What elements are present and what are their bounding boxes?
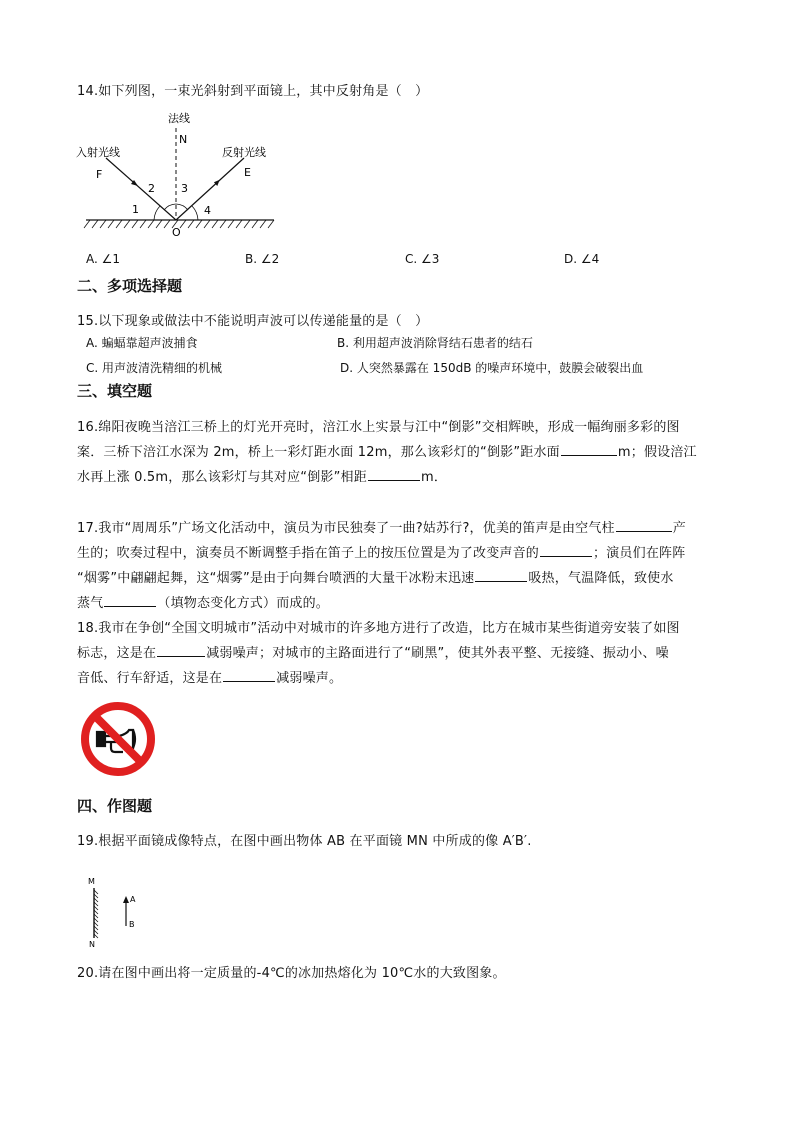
q16-text-2b: m；假设涪江 (617, 445, 697, 460)
q16-line-2 (77, 441, 697, 460)
section-title-drawing: 四、作图题 (77, 797, 153, 815)
q17-blank-2[interactable] (540, 544, 592, 557)
label-a: A (130, 895, 136, 904)
q18-text-2b: 减弱噪声；对城市的主路面进行了“刷黑”，使其外表平整、无接缝、振动小、噪 (206, 646, 669, 661)
q17-text-3b: 吸热，气温降低，致使水 (528, 571, 674, 586)
q15-option-c: C. 用声波清洗精细的机械 (86, 361, 223, 375)
q20-stem: 20.请在图中画出将一定质量的-4℃的冰加热熔化为 10℃水的大致图象。 (77, 966, 506, 981)
label-b: B (129, 920, 135, 929)
q15-option-d: D. 人突然暴露在 150dB 的噪声环境中，鼓膜会破裂出血 (340, 361, 644, 375)
q14-option-b: B. ∠2 (245, 252, 280, 266)
q18-line-2 (77, 642, 669, 661)
q16-text-3a: 水再上涨 0.5m，那么该彩灯与其对应“倒影”相距 (77, 470, 367, 485)
incident-label: 入射光线 (76, 146, 120, 159)
q17-text-1a: 17.我市“周周乐”广场文化活动中，演员为市民独奏了一曲?姑苏行?，优美的笛声是由空气柱 (77, 521, 615, 536)
q16-text-2a: 案．三桥下涪江水深为 2m，桥上一彩灯距水面 12m，那么该彩灯的“倒影”距水面 (77, 445, 560, 460)
q16-line-3 (77, 466, 447, 485)
angle-3: 3 (181, 182, 188, 195)
reflection-diagram (76, 110, 286, 245)
q18-blank-1[interactable] (157, 644, 205, 657)
label-n: N (89, 940, 95, 949)
q15-option-a: A. 蝙蝠靠超声波捕食 (86, 336, 198, 350)
q16-text-3b: m． (420, 470, 448, 485)
q16-blank-2[interactable] (368, 468, 420, 481)
q17-blank-3[interactable] (475, 569, 527, 582)
q17-line-3 (77, 567, 674, 586)
q18-text-3a: 音低、行车舒适，这是在 (77, 671, 223, 686)
q17-blank-1[interactable] (616, 519, 672, 532)
q15-stem: 15.以下现象或做法中不能说明声波可以传递能量的是（ ） (77, 314, 429, 329)
q17-text-4b: （填物态变化方式）而成的。 (157, 596, 330, 611)
q17-text-2b: ；演员们在阵阵 (593, 546, 686, 561)
q19-stem: 19.根据平面镜成像特点，在图中画出物体 AB 在平面镜 MN 中所成的像 A′B′. (77, 834, 532, 849)
reflected-label: 反射光线 (222, 146, 266, 159)
q17-line-1 (77, 517, 686, 536)
label-m: M (88, 877, 95, 886)
q16-line-1: 16.绵阳夜晚当涪江三桥上的灯光开亮时，涪江水上实景与江中“倒影”交相辉映，形成一幅绚丽多彩的图 (77, 420, 680, 435)
q17-text-1b: 产 (672, 521, 686, 536)
normal-label: 法线 (168, 112, 190, 125)
q17-line-4 (77, 592, 329, 611)
q15-option-b: B. 利用超声波消除肾结石患者的结石 (337, 336, 533, 350)
q17-text-2a: 生的；吹奏过程中，演奏员不断调整手指在笛子上的按压位置是为了改变声音的 (77, 546, 540, 561)
angle-4: 4 (204, 204, 211, 217)
q18-text-3b: 减弱噪声。 (276, 671, 343, 686)
plane-mirror-diagram (86, 874, 146, 950)
label-o: O (172, 226, 181, 239)
section-title-fill-in: 三、填空题 (77, 382, 153, 400)
q17-text-3a: “烟雾”中翩翩起舞，这“烟雾”是由于向舞台喷洒的大量干冰粉末迅速 (77, 571, 475, 586)
q14-option-c: C. ∠3 (405, 252, 440, 266)
q16-blank-1[interactable] (561, 443, 617, 456)
q14-option-d: D. ∠4 (564, 252, 600, 266)
angle-2: 2 (148, 182, 155, 195)
q17-blank-4[interactable] (104, 594, 156, 607)
angle-1: 1 (132, 203, 139, 216)
section-title-multiple-choice: 二、多项选择题 (77, 277, 183, 295)
q17-line-2 (77, 542, 685, 561)
q18-line-1: 18.我市在争创“全国文明城市”活动中对城市的许多地方进行了改造，比方在城市某些街道旁安装了如图 (77, 621, 680, 636)
q18-blank-2[interactable] (223, 669, 275, 682)
q14-stem: 14.如下列图，一束光斜射到平面镜上，其中反射角是（ ） (77, 84, 429, 99)
q18-line-3 (77, 667, 342, 686)
q14-option-a: A. ∠1 (86, 252, 121, 266)
q17-text-4a: 蒸气 (77, 596, 104, 611)
label-e: E (244, 166, 251, 179)
q18-text-2a: 标志，这是在 (77, 646, 157, 661)
no-horn-sign-icon (79, 700, 157, 778)
label-f: F (96, 168, 103, 181)
label-n: N (179, 133, 188, 146)
